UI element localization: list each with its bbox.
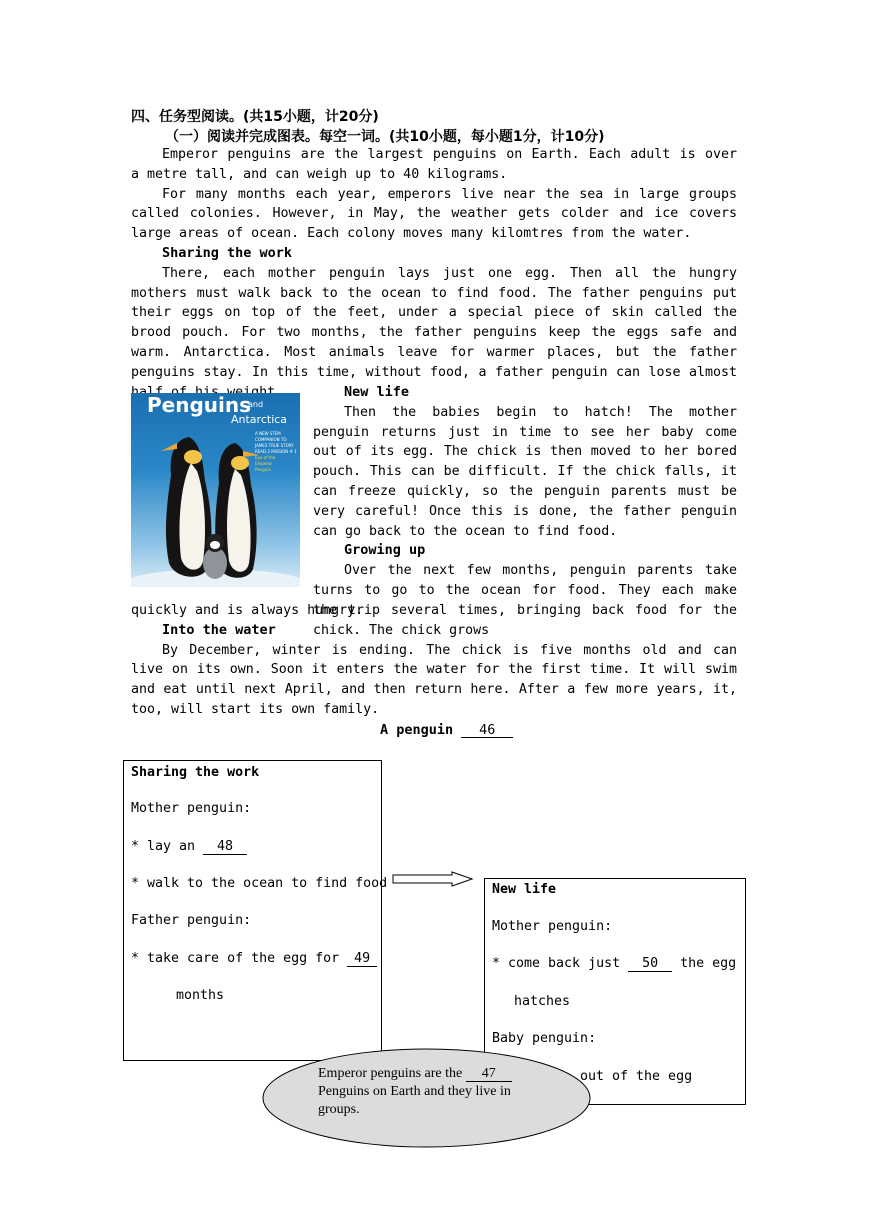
paragraph-6: By December, winter is ending. The chick is five months old and can live on its own. Soon it enters the water for the first time. It will swim and eat until next April, and then return here. After a few more years, it, too, will start its own family.: [131, 642, 737, 717]
paragraph-2: For many months each year, emperors live near the sea in large groups called colonies. However, in May, the weather gets colder and ice covers large areas of ocean. Each colony moves many kilomtres from the water.: [131, 186, 737, 242]
blank-46: 46: [461, 723, 513, 738]
oval-line-1: Emperor penguins are the 47: [318, 1065, 548, 1083]
summary-oval: [262, 1048, 591, 1148]
oval-text: [318, 1065, 548, 1119]
paragraph-3: There, each mother penguin lays just one egg. Then all the hungry mothers must walk back to the ocean to find food. The father penguins put their eggs on top of the feet, under a special piece of skin called the brood pouch. For two months, the father penguins keep the eggs safe and warm. Antarctica. Most animals leave for warmer places, but the father penguins stay. In this time, without food, a father penguin can lose almost: [131, 265, 737, 380]
blank-47: 47: [466, 1067, 512, 1082]
cover-subtitle: Antarctica: [231, 413, 288, 426]
blank-49: 49: [347, 952, 377, 967]
cover-and: and: [248, 400, 264, 409]
left-father-label: Father penguin:: [131, 913, 252, 928]
oval-line-3: groups.: [318, 1102, 360, 1117]
chart-title: A penguin 46: [380, 721, 513, 741]
blank-50: 50: [628, 957, 672, 972]
right-item-1: * come back just 50 the egg: [492, 956, 737, 971]
right-box-title: New life: [492, 882, 557, 897]
section-title: 四、任务型阅读。(共15小题，计20分): [131, 109, 379, 125]
passage-top: [131, 145, 737, 402]
sharing-the-work-box: [123, 760, 388, 1061]
blank-48: 48: [203, 840, 247, 855]
paragraph-1: Emperor penguins are the largest penguins on Earth. Each adult is over a metre tall, and can weigh up to 40 kilograms.: [131, 147, 737, 182]
subheading-sharing-the-work: Sharing the work: [162, 244, 293, 261]
part-title: （一）阅读并完成图表。每空一词。(共10小题，每小题1分，计10分): [165, 129, 605, 145]
right-item-1-suffix: hatches: [514, 994, 571, 1009]
right-baby-label: Baby penguin:: [492, 1031, 597, 1046]
subheading-growing-up: Growing up: [344, 542, 426, 559]
paragraph-5a: Over the next few months, penguin parents take turns to go to the ocean for food. They each make the trip several times, bringing back food for the chick. The chick grows: [313, 563, 737, 638]
penguins-illustration: [131, 393, 300, 587]
left-item-2: * walk to the ocean to find food: [131, 876, 388, 891]
right-item-2: out of the egg: [580, 1069, 693, 1084]
right-mother-label: Mother penguin:: [492, 919, 613, 934]
right-arrow-icon: [392, 871, 474, 887]
cover-title: Penguins: [147, 393, 252, 417]
left-mother-label: Mother penguin:: [131, 801, 252, 816]
paragraph-4: Then the babies begin to hatch! The mother penguin returns just in time to see her baby come out of its egg. The chick is then moved to her bored pouch. This can be difficult. If the chick falls, it can freeze quickly, so the penguin parents must be very careful! Once this is done, the father penguin can go back to the ocean to find food.: [313, 404, 737, 539]
left-box-title: Sharing the work: [131, 765, 260, 780]
left-item-3-suffix: months: [176, 988, 225, 1003]
oval-line-2: Penguins on Earth and they live in: [318, 1084, 511, 1099]
left-item-1: * lay an 48: [131, 839, 247, 855]
cover-small-text: A NEW STEM COMPANION TO JAMES TRUE STORY READ 2 MISSION # 1 Eye of the Emperor Penguin: [255, 431, 297, 472]
left-item-3: * take care of the egg for 49: [131, 951, 377, 967]
subheading-new-life: New life: [344, 384, 410, 400]
passage-bottom: [131, 601, 737, 720]
penguins-book-cover-image: [131, 393, 300, 587]
subheading-into-the-water: Into the water: [162, 621, 276, 638]
paragraph-5b: quickly and is always hungry.: [131, 603, 364, 618]
